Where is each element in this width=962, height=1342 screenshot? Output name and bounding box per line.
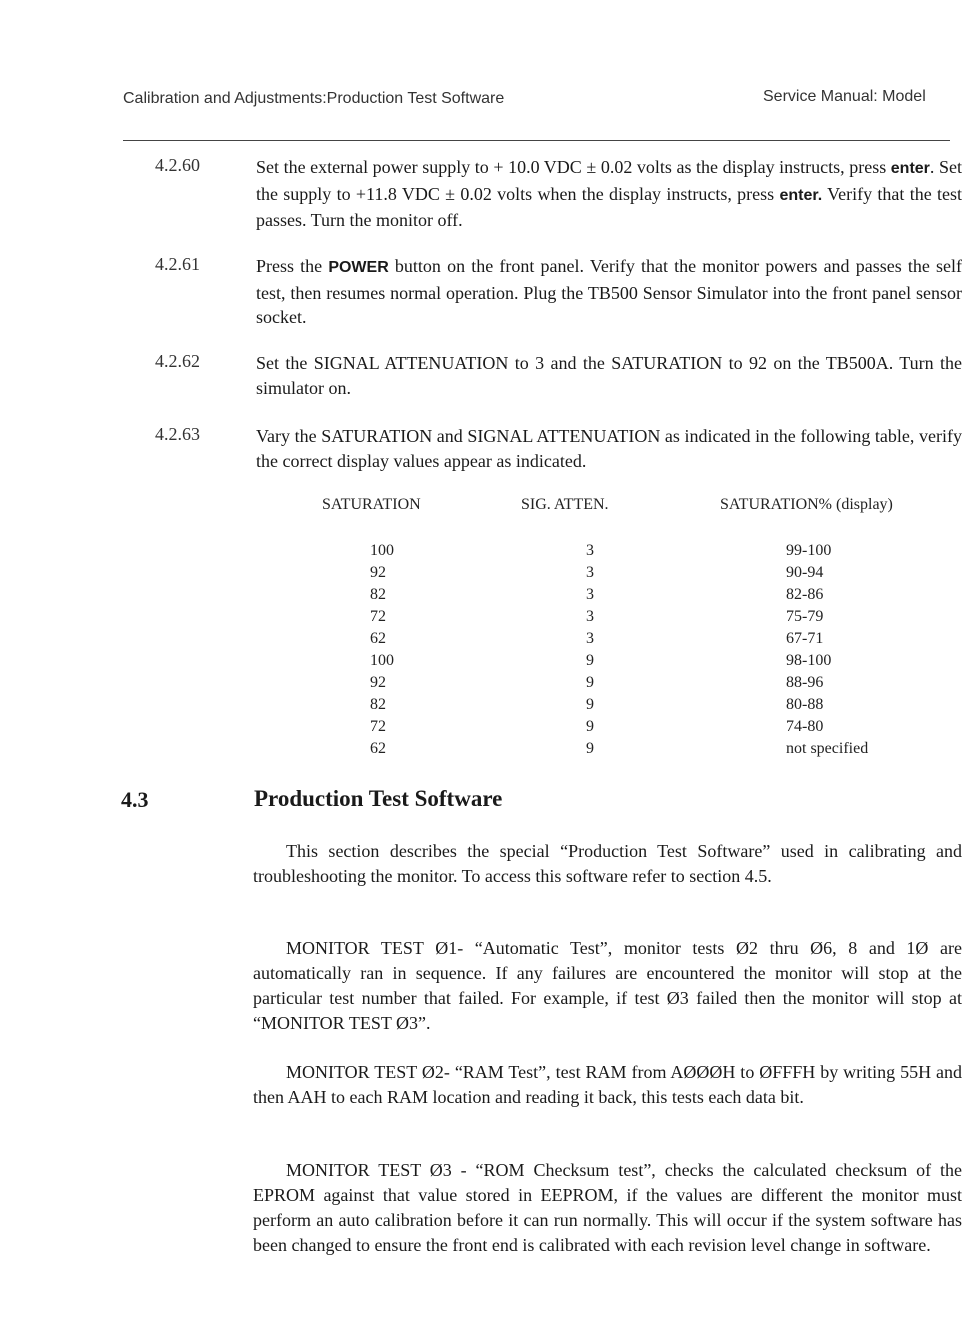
table-cell: 3: [586, 564, 594, 581]
step-text-part: Press the: [256, 256, 329, 276]
table-cell: 9: [586, 718, 594, 735]
table-header-sig-atten: SIG. ATTEN.: [521, 496, 609, 513]
table-cell: 98-100: [786, 652, 832, 669]
table-cell: 92: [370, 564, 386, 581]
table-cell: 72: [370, 608, 386, 625]
table-column-sig-atten: [586, 540, 594, 760]
table-cell: 75-79: [786, 608, 824, 625]
step-text-part: Verify that the test passes. Turn the monitor off.: [256, 183, 962, 230]
key-label-enter: enter: [890, 160, 930, 177]
table-cell: 100: [370, 652, 394, 669]
table-cell: 9: [586, 652, 594, 669]
table-cell: 3: [586, 542, 594, 559]
table-cell: 82: [370, 696, 386, 713]
table-column-saturation-display: [786, 540, 868, 760]
step-text: [256, 254, 962, 330]
section-paragraph: MONITOR TEST Ø2- “RAM Test”, test RAM from AØØØH to ØFFFH by writing 55H and then AAH to each RAM location and reading it back, this tests each data bit.: [253, 1062, 962, 1107]
table-cell: 62: [370, 740, 386, 757]
section-paragraph: MONITOR TEST Ø3 - “ROM Checksum test”, checks the calculated checksum of the EPROM against that value stored in EEPROM, if the values are different the monitor must perform an auto calibration before it can run normally. This will occur if the system software has been changed to ensure the front end is calibrated with each revision level change in software.: [253, 1160, 962, 1255]
section-paragraph: This section describes the special “Production Test Software” used in calibrating and troubleshooting the monitor. To access this software refer to section 4.5.: [253, 841, 962, 886]
table-cell: 100: [370, 542, 394, 559]
step-text: Vary the SATURATION and SIGNAL ATTENUATION as indicated in the following table, verify the correct display values appear as indicated.: [256, 426, 962, 471]
table-cell: 74-80: [786, 718, 824, 735]
table-header-saturation: SATURATION: [322, 496, 421, 513]
header-rule: [123, 140, 950, 141]
section-paragraph: MONITOR TEST Ø1- “Automatic Test”, monitor tests Ø2 thru Ø6, 8 and 1Ø are automatically ran in sequence. If any failures are encountered the monitor will stop at the particular test number that failed. For example, if test Ø3 failed then the monitor will stop at “MONITOR TEST Ø3”.: [253, 938, 962, 1033]
step-number: 4.2.61: [155, 254, 200, 274]
running-header-right: Service Manual: Model: [763, 88, 926, 105]
table-cell: 62: [370, 630, 386, 647]
table-cell: 3: [586, 630, 594, 647]
table-cell: 3: [586, 608, 594, 625]
section-number: 4.3: [121, 787, 149, 812]
table-cell: 72: [370, 718, 386, 735]
step-number: 4.2.63: [155, 424, 200, 444]
table-cell: 90-94: [786, 564, 824, 581]
step-text-part: Set the external power supply to + 10.0 VDC ± 0.02 volts as the display instructs, press: [256, 157, 891, 177]
table-cell: 9: [586, 740, 594, 757]
section-title: Production Test Software: [254, 786, 503, 811]
table-cell: 82: [370, 586, 386, 603]
table-cell: 80-88: [786, 696, 824, 713]
step-text-part: button on the front panel. Verify that the monitor powers and passes the self test, then resumes normal operation. Plug the TB500 Sensor Simulator into the front panel sensor socket.: [256, 256, 962, 327]
table-cell: 3: [586, 586, 594, 603]
step-text: [256, 155, 962, 233]
table-header-saturation-display: SATURATION% (display): [720, 496, 893, 513]
running-header-left: Calibration and Adjustments:Production Test Software: [123, 90, 505, 107]
table-cell: 82-86: [786, 586, 824, 603]
table-cell: 67-71: [786, 630, 824, 647]
table-cell: 99-100: [786, 542, 832, 559]
step-text-part: . Set the supply to +11.8 VDC ± 0.02 volts when the display instructs, press: [256, 157, 962, 204]
table-cell: 88-96: [786, 674, 824, 691]
step-text: Set the SIGNAL ATTENUATION to 3 and the SATURATION to 92 on the TB500A. Turn the simulator on.: [256, 353, 962, 398]
key-label-power: POWER: [328, 259, 389, 276]
table-cell: not specified: [786, 740, 869, 757]
table-cell: 9: [586, 696, 594, 713]
table-cell: 92: [370, 674, 386, 691]
step-number: 4.2.60: [155, 155, 200, 175]
step-number: 4.2.62: [155, 351, 200, 371]
table-column-saturation: [370, 540, 394, 760]
table-cell: 9: [586, 674, 594, 691]
key-label-enter: enter.: [779, 186, 823, 204]
